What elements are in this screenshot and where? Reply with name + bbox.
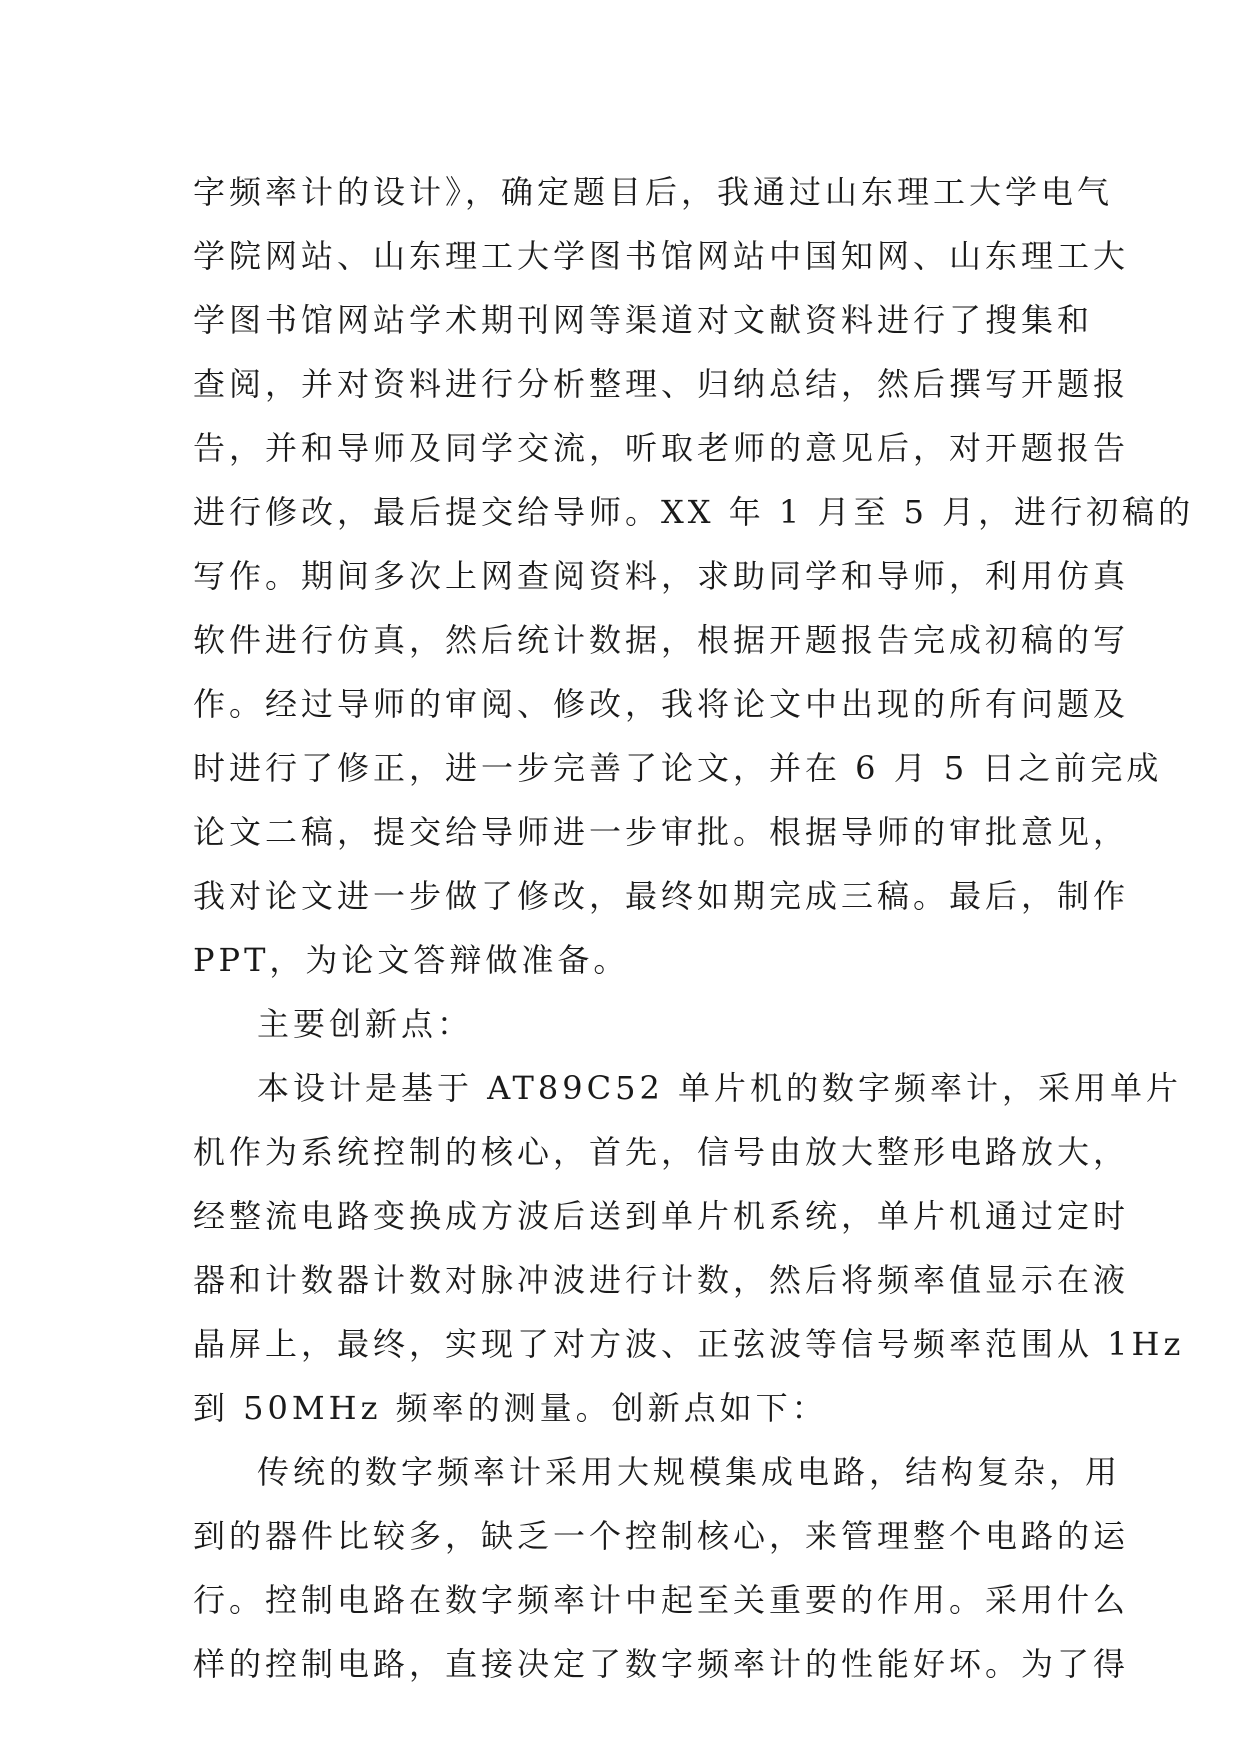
paragraph-process <box>193 160 1195 992</box>
text-line: 到 50MHz 频率的测量。创新点如下： <box>193 1389 828 1427</box>
text-line: 经整流电路变换成方波后送到单片机系统，单片机通过定时 <box>193 1197 1130 1235</box>
text-line: 作。经过导师的审阅、修改，我将论文中出现的所有问题及 <box>193 685 1130 723</box>
document-body <box>193 160 1195 1696</box>
paragraph-traditional-counter <box>193 1440 1130 1696</box>
text-line: 样的控制电路，直接决定了数字频率计的性能好坏。为了得 <box>193 1645 1130 1683</box>
text-line: 本设计是基于 AT89C52 单片机的数字频率计，采用单片 <box>257 1069 1182 1107</box>
text-line: 我对论文进一步做了修改，最终如期完成三稿。最后，制作 <box>193 877 1130 915</box>
text-line: 字频率计的设计》，确定题目后，我通过山东理工大学电气 <box>193 173 1114 211</box>
text-line: 机作为系统控制的核心，首先，信号由放大整形电路放大， <box>193 1133 1130 1171</box>
text-line: 传统的数字频率计采用大规模集成电路，结构复杂，用 <box>257 1453 1122 1491</box>
paragraph-design-summary <box>193 1056 1185 1440</box>
text-line: 论文二稿，提交给导师进一步审批。根据导师的审批意见， <box>193 813 1130 851</box>
text-line: 查阅，并对资料进行分析整理、归纳总结，然后撰写开题报 <box>193 365 1130 403</box>
text-line: 学院网站、山东理工大学图书馆网站中国知网、山东理工大 <box>193 237 1130 275</box>
text-line: 写作。期间多次上网查阅资料，求助同学和导师，利用仿真 <box>193 557 1130 595</box>
text-line: 晶屏上，最终，实现了对方波、正弦波等信号频率范围从 1Hz <box>193 1325 1185 1363</box>
text-line: 进行修改，最后提交给导师。XX 年 1 月至 5 月，进行初稿的 <box>193 493 1195 531</box>
text-line: 软件进行仿真，然后统计数据，根据开题报告完成初稿的写 <box>193 621 1130 659</box>
text-line: 行。控制电路在数字频率计中起至关重要的作用。采用什么 <box>193 1581 1130 1619</box>
section-heading: 主要创新点： <box>257 1005 474 1043</box>
text-line: 到的器件比较多，缺乏一个控制核心，来管理整个电路的运 <box>193 1517 1130 1555</box>
paragraph-innovation-heading <box>193 992 1055 1056</box>
text-line: PPT，为论文答辩做准备。 <box>193 941 630 979</box>
text-line: 学图书馆网站学术期刊网等渠道对文献资料进行了搜集和 <box>193 301 1094 339</box>
text-line: 告，并和导师及同学交流，听取老师的意见后，对开题报告 <box>193 429 1130 467</box>
text-line: 器和计数器计数对脉冲波进行计数，然后将频率值显示在液 <box>193 1261 1130 1299</box>
text-line: 时进行了修正，进一步完善了论文，并在 6 月 5 日之前完成 <box>193 749 1163 787</box>
